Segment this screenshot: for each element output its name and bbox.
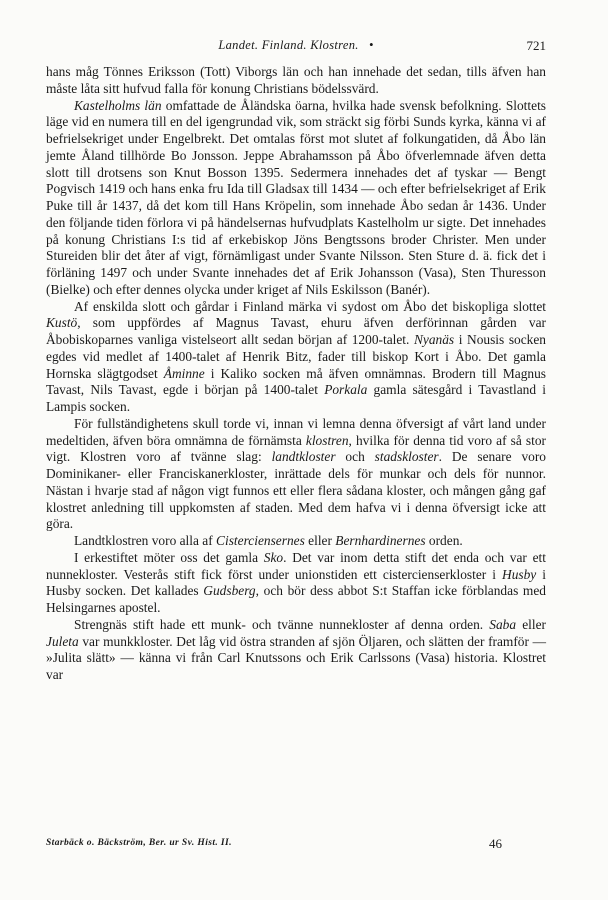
page-header <box>46 38 546 56</box>
sheet-number: 46 <box>489 836 502 851</box>
body-text <box>46 64 546 684</box>
paragraph-slott-och-gardar: Af enskilda slott och gårdar i Finland märka vi sydost om Åbo det biskopliga slottet Kustö, som uppfördes af Magnus Tavast, ehuru äfven derförinnan gården var Åbobiskoparnes vanliga vistelseort allt sedan början af 1200-talet. Nyanäs i Nousis socken egdes vid medlet af 1400-talet af Henrik Bitz, fader till biskop Kort i Åbo. Det gamla Hornska slägtgodset Åminne i Kaliko socken må äfven omnämnas. Brodern till Magnus Tavast, Nils Tavast, egde i början på 1400-talet Porkala gamla sätesgård i Tavastland i Lampis socken. <box>46 298 547 414</box>
footer-signature-note: Starbäck o. Bäckström, Ber. ur Sv. Hist. II. <box>46 838 232 848</box>
page-number: 721 <box>526 38 546 53</box>
paragraph: hans måg Tönnes Eriksson (Tott) Viborgs län och han innehade det sedan, tills äfven han måste låta sitt hufvud falla för konung Christians bödelssvärd. <box>46 64 546 96</box>
paragraph-erkestiftet: I erkestiftet möter oss det gamla Sko. Det var inom detta stift det enda och var ett nunnekloster. Vesterås stift fick först under unionstiden ett cistercienserkloster i Husby i Husby socken. Det kallades Gudsberg, och bör dess abbot S:t Staffan icke förblandas med Helsingarnes apostel. <box>46 549 546 615</box>
page-footer <box>46 838 546 854</box>
running-head-separator: • <box>368 38 374 52</box>
paragraph-landtklostren: Landtklostren voro alla af Cisterciensernes eller Bernhardinernes orden. <box>74 533 463 548</box>
paragraph-kastelholm: Kastelholms län omfattade de Åländska öarna, hvilka hade svensk befolkning. Slottets läge vid en numera till en del igengrundad vik, som sträckt sig förbi Sunds kyrka, känna vi af befrielsekriget under Engelbrekt. Det omtalas först mot slutet af folkungatiden, då Åbo län jemte Åland tillhörde Bo Jonsson. Jeppe Abrahamsson på Åbo öfverlemnade äfven detta slott till drotsens son Knut Bosson 1395. Sedermera innehades det af tyskar — Bengt Pogvisch 1419 och hans enka fru Ida till Gladsax till 1434 — och efter befrielsekriget af Erik Puke till år 1437, då det kom till Hans Kröpelin, som innehade Åbo sedan år 1436. Under den följande tiden förlora vi på händelsernas hufvudplats Kastelholm ur sigte. Det innehades på konung Christians I:s tid af erkebiskop Jöns Bengtssons broder Christer. Men under Stureiden blir det åter af vigt, förnämligast under Svante Nilsson. Sten Sture d. ä. fick det i förläning 1497 och under Svante innehades det af Erik Johansson (Vasa), Sten Thuresson (Bielke) och efter dennes olycka under kriget af Nils Eskilsson (Banér). <box>46 97 546 297</box>
paragraph-strengnas: Strengnäs stift hade ett munk- och tvänne nunnekloster af denna orden. Saba eller Juleta var munkkloster. Det låg vid östra stranden af sjön Öljaren, och slätten der framför — »Julita slätt» — känna vi från Carl Knutssons och Erik Carlssons (Vasa) historia. Klostret var <box>46 616 546 682</box>
running-head <box>46 38 546 53</box>
running-head-title: Landet. Finland. Klostren. <box>218 38 359 52</box>
paragraph-klostren: För fullständighetens skull torde vi, innan vi lemna denna öfversigt af vårt land under medeltiden, äfven böra omnämna de förnämsta klostren, hvilka för denna tid voro af så stor vigt. Klostren voro af tvänne slag: landtkloster och stadskloster. De senare voro Dominikaner- eller Franciskanerkloster, inrättade dels för munkar och dels för nunnor. Nästan i hvarje stad af någon vigt funnos ett eller flera sådana kloster, och mången gång gaf klostret anledning till uppkomsten af staden. Med dem hafva vi i denna öfversigt icke att göra. <box>46 415 547 532</box>
